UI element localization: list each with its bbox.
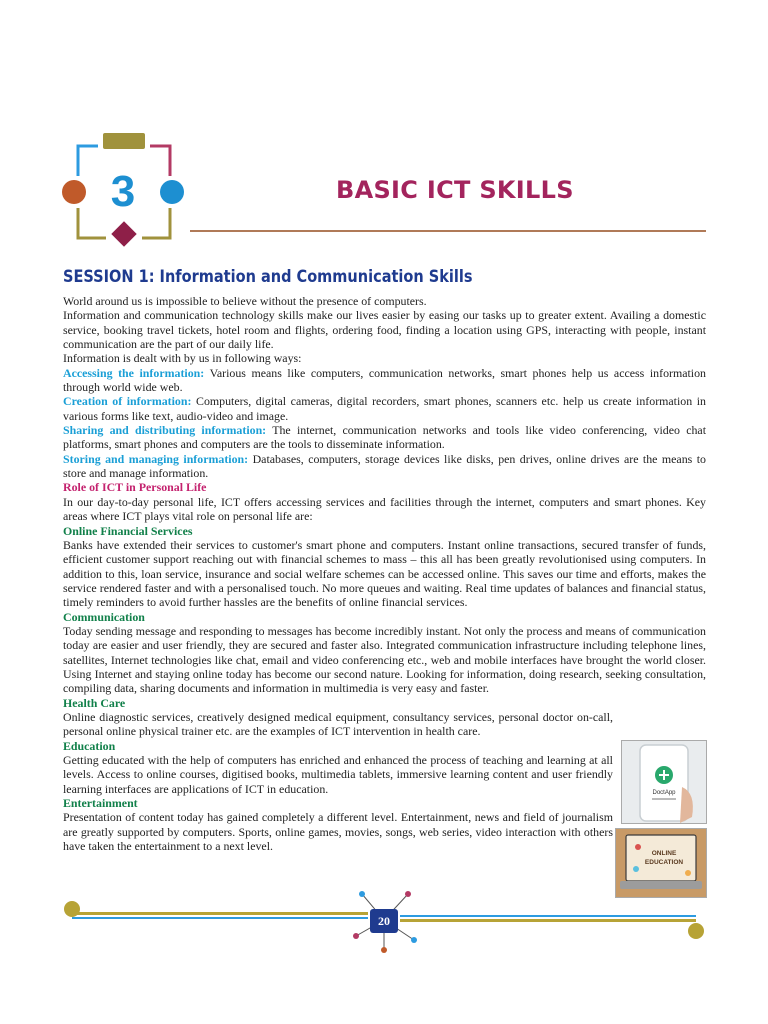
financial-heading: Online Financial Services bbox=[63, 523, 193, 538]
accessing-lead: Accessing the information: bbox=[63, 365, 205, 380]
intro-paragraph: Information and communication technology skills make our lives easier by easing our tasks up to greater extent. Availing a domestic service, booking travel tickets, hotel room and flights, ordering food, finding a location using GPS, interacting with people, instant communication are the part of our daily life. bbox=[63, 308, 706, 352]
sharing-text: The internet, communication networks and tools like video conferencing, video chat platforms, smart phones and computers are the tools to disseminate information. bbox=[63, 423, 707, 452]
phone-illustration bbox=[622, 741, 706, 823]
health-heading: Health Care bbox=[63, 695, 126, 710]
storing-lead: Storing and managing information: bbox=[63, 451, 249, 466]
chapter-title: BASIC ICT SKILLS bbox=[336, 176, 574, 204]
entertainment-heading: Entertainment bbox=[63, 796, 138, 811]
laptop-illustration bbox=[616, 829, 706, 897]
health-paragraph: Online diagnostic services, creatively designed medical equipment, consultancy services, personal doctor on-call, personal online physical trainer etc. are the examples of ICT intervention in health care. bbox=[63, 709, 613, 739]
intro-paragraph: Information is dealt with by us in following ways: bbox=[63, 351, 302, 366]
sharing-paragraph bbox=[63, 423, 706, 452]
page-number: 20 bbox=[378, 914, 390, 928]
storing-paragraph bbox=[63, 452, 706, 481]
intro-paragraph: World around us is impossible to believe without the presence of computers. bbox=[63, 294, 427, 308]
app-label: DoctApp bbox=[652, 790, 676, 796]
entertainment-paragraph: Presentation of content today has gained completely a different level. Entertainment, news and field of journalism are greatly supported by computers. Sports, online games, movies, songs, web series, video interaction with others have taken the entertainment to a next level. bbox=[63, 810, 613, 854]
session-heading: SESSION 1: Information and Communication Skills bbox=[63, 267, 473, 286]
accessing-text: Various means like computers, communication networks, smart phones help us access information through world wide web. bbox=[63, 365, 706, 395]
accessing-paragraph bbox=[63, 366, 706, 395]
storing-text: Databases, computers, storage devices like disks, pen drives, online drives are the means to store and manage information. bbox=[63, 451, 706, 481]
education-image bbox=[615, 828, 707, 898]
creation-paragraph bbox=[63, 394, 706, 423]
chapter-number: 3 bbox=[110, 167, 136, 216]
creation-lead: Creation of information: bbox=[63, 394, 192, 409]
edu-label-education: EDUCATION bbox=[644, 859, 684, 866]
creation-text: Computers, digital cameras, digital recorders, smart phones, scanners etc. help us create information in various forms like text, audio-video and image. bbox=[63, 394, 706, 423]
education-heading: Education bbox=[63, 738, 116, 753]
education-paragraph: Getting educated with the help of computers has enriched and enhanced the process of teaching and learning at all levels. Access to online courses, digitised books, multimedia tablets, immersive learning content and user friendly learning interfaces are applications of ICT in education. bbox=[63, 753, 613, 796]
communication-heading: Communication bbox=[63, 609, 145, 624]
title-rule bbox=[190, 230, 706, 232]
sharing-lead: Sharing and distributing information: bbox=[63, 423, 267, 438]
edu-label-online: ONLINE bbox=[651, 850, 677, 857]
financial-paragraph: Banks have extended their services to customer's smart phone and computers. Instant online transactions, secured transfer of funds, efficient customer support reaching out with financial schemes to mass – this all has been greatly revolutionised using computers. In addition to this, loan service, insurance and social welfare schemes can be accessed online. This saves our time and efforts, makes the service rendered faster and with a personalised touch. No more queues and waiting. Real time updates of balances and financial status, timely reminders to avoid further hassles are the benefits of online financial services. bbox=[63, 537, 706, 610]
main-content bbox=[63, 294, 706, 853]
communication-paragraph: Today sending message and responding to messages has become incredibly instant. Not only the process and means of communication today are easier and user friendly, they are secured and faster also. Integrated communication infrastructure including telephone lines, satellites, Internet technologies like chat, email and video conferencing etc., web and mobile interfaces have brought the world closer. Using Internet and staying online today has become our second nature. Looking for information, doing research, seeking consultation, compiling data, sharing documents and information in multimedia is very easy and faster. bbox=[63, 623, 706, 696]
role-paragraph: In our day-to-day personal life, ICT offers accessing services and facilities through the internet, computers and smart phones. Key areas where ICT plays vital role on personal life are: bbox=[63, 494, 706, 524]
role-heading: Role of ICT in Personal Life bbox=[63, 480, 207, 495]
health-app-image bbox=[621, 740, 707, 824]
